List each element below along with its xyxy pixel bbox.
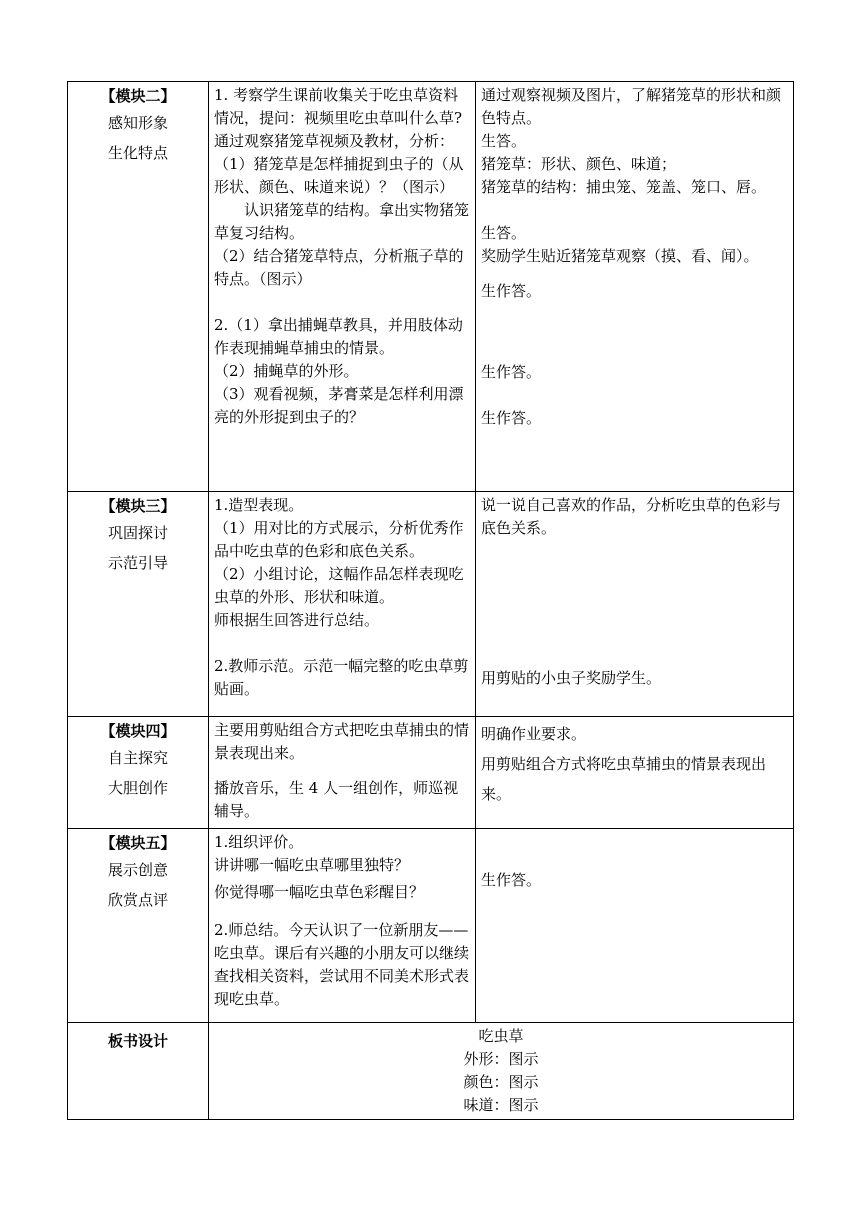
teacher-line: 通过观察猪笼草视频及教材，分析：: [214, 132, 455, 150]
teacher-line: （3）观看视频，茅膏菜是怎样利用漂亮的外形捉到虫子的？: [214, 385, 464, 426]
module-subtitle: 欣赏点评: [107, 891, 168, 909]
teacher-line: 1.组织评价。: [214, 833, 304, 851]
module-title: 【模块五】: [100, 834, 176, 852]
module-subtitle: 巩固探讨: [107, 524, 168, 542]
student-activity-cell: [476, 829, 794, 1023]
module-label-cell: [68, 82, 209, 492]
student-activity-cell: [476, 492, 794, 717]
teacher-line: （1）用对比的方式展示，分析优秀作品中吃虫草的色彩和底色关系。: [214, 519, 464, 560]
student-line: 生作答。: [481, 282, 542, 300]
teacher-line: 2.师总结。今天认识了一位新朋友——吃虫草。课后有兴趣的小朋友可以继续查找相关资料，尝试用不同美术形式表现吃虫草。: [214, 921, 470, 1008]
student-line: 明确作业要求。: [481, 725, 587, 743]
student-line: 生作答。: [481, 871, 542, 889]
student-activity-cell: [476, 82, 794, 492]
teacher-line: 1. 考察学生课前收集关于吃虫草资料情况，提问：视频里吃虫草叫什么草?: [214, 86, 463, 127]
module-label-cell: [68, 829, 209, 1023]
student-line: 生作答。: [481, 409, 542, 427]
module-subtitle: 示范引导: [107, 554, 168, 572]
student-line: 猪笼草的结构：捕虫笼、笼盖、笼口、唇。: [481, 178, 767, 196]
student-line: 用剪贴组合方式将吃虫草捕虫的情景表现出来。: [481, 755, 767, 803]
student-line: 生答。: [481, 132, 527, 150]
module-title: 【模块四】: [100, 722, 176, 740]
module-subtitle: 感知形象: [107, 114, 168, 132]
board-label: 板书设计: [107, 1032, 168, 1050]
teacher-line: 师根据生回答进行总结。: [214, 611, 380, 629]
module-row: [68, 717, 794, 829]
student-line: 奖励学生贴近猪笼草观察（摸、看、闻）。: [481, 247, 759, 265]
module-title: 【模块三】: [100, 497, 176, 515]
board-content-cell: [209, 1023, 794, 1120]
module-row: [68, 492, 794, 717]
module-title: 【模块二】: [100, 87, 176, 105]
student-line: 生作答。: [481, 363, 542, 381]
student-line: 用剪贴的小虫子奖励学生。: [481, 669, 662, 687]
student-activity-cell: [476, 717, 794, 829]
teacher-line: 播放音乐，生 4 人一组创作，师巡视辅导。: [214, 779, 459, 820]
student-line: 说一说自己喜欢的作品，分析吃虫草的色彩与底色关系。: [481, 496, 782, 537]
board-line: 外形：图示: [463, 1050, 539, 1068]
teacher-line: 讲讲哪一幅吃虫草哪里独特？: [214, 856, 410, 874]
board-line: 颜色：图示: [463, 1073, 539, 1091]
board-design-row: [68, 1023, 794, 1120]
teacher-line: （1）猪笼草是怎样捕捉到虫子的（从形状、颜色、味道来说）？（图示）: [214, 155, 464, 196]
module-row: [68, 82, 794, 492]
lesson-plan-table: [67, 81, 794, 1120]
module-subtitle: 大胆创作: [107, 779, 168, 797]
teacher-line: （2）捕蝇草的外形。: [214, 362, 359, 380]
teacher-activity-cell: [209, 717, 476, 829]
board-label-cell: [68, 1023, 209, 1120]
teacher-activity-cell: [209, 829, 476, 1023]
student-line: 猪笼草：形状、颜色、味道；: [481, 155, 677, 173]
student-line: 生答。: [481, 224, 527, 242]
teacher-line: 你觉得哪一幅吃虫草色彩醒目？: [214, 883, 425, 901]
teacher-line: 主要用剪贴组合方式把吃虫草捕虫的情景表现出来。: [214, 721, 470, 762]
module-subtitle: 展示创意: [107, 861, 168, 879]
teacher-line: 2.（1）拿出捕蝇草教具，并用肢体动作表现捕蝇草捕虫的情景。: [214, 316, 463, 357]
module-subtitle: 生化特点: [107, 144, 168, 162]
teacher-line: （2）结合猪笼草特点，分析瓶子草的特点。（图示）: [214, 247, 464, 288]
module-row: [68, 829, 794, 1023]
teacher-line: （2）小组讨论，这幅作品怎样表现吃虫草的外形、形状和味道。: [214, 565, 464, 606]
teacher-activity-cell: [209, 82, 476, 492]
teacher-activity-cell: [209, 492, 476, 717]
teacher-line: 2.教师示范。示范一幅完整的吃虫草剪贴画。: [214, 657, 469, 698]
board-line: 吃虫草: [478, 1027, 524, 1045]
module-subtitle: 自主探究: [107, 749, 168, 767]
teacher-line: 1.造型表现。: [214, 496, 304, 514]
student-line: 通过观察视频及图片，了解猪笼草的形状和颜色特点。: [481, 86, 782, 127]
teacher-line: 认识猪笼草的结构。拿出实物猪笼草复习结构。: [214, 201, 470, 242]
module-label-cell: [68, 492, 209, 717]
module-label-cell: [68, 717, 209, 829]
board-line: 味道：图示: [463, 1096, 539, 1114]
